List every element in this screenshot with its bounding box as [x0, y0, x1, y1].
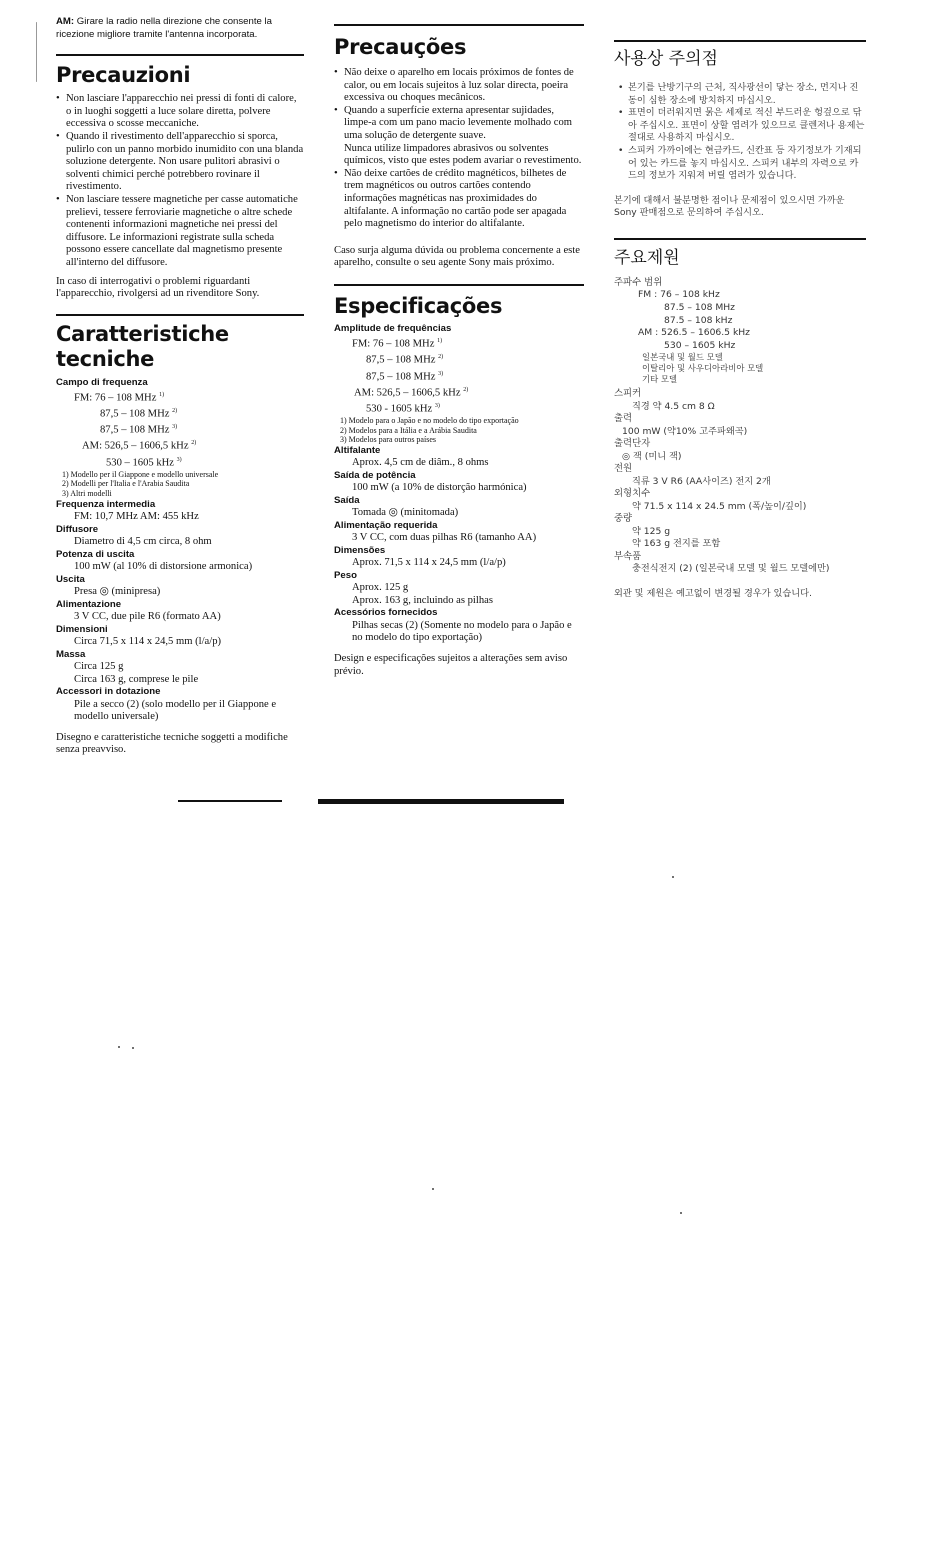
- footnote: 이탈리아 및 사우디아라비아 모델: [642, 363, 764, 374]
- spec-label: Peso: [334, 569, 357, 581]
- precautions-list-pt-2: [334, 168, 584, 231]
- spec-value: 100 mW (al 10% di distorsione armonica): [74, 560, 253, 572]
- specs-block-it: [56, 377, 304, 724]
- bottom-rule-left: [178, 800, 282, 802]
- section-rule: [334, 284, 584, 286]
- bottom-rule-center: [318, 799, 564, 804]
- scan-speck: [432, 1188, 434, 1190]
- spec-label: Alimentação requerida: [334, 519, 438, 531]
- portuguese-column: [334, 0, 584, 678]
- precautions-list-pt: [334, 67, 584, 143]
- spec-value: 약 125 g: [632, 525, 671, 537]
- footnote: 3) Modelos para outros países: [340, 435, 436, 445]
- spec-value: 530 – 1605 kHz: [664, 339, 736, 351]
- footnote: 1) Modelo para o Japão e no modelo do tipo exportação: [340, 415, 519, 425]
- list-item: • Quando il rivestimento dell'apparecchio si sporca, pulirlo con un panno morbido inumidito con una blanda soluzione detergente. Non usare pulitori abrasivi o solventi chimici perché potrebbero rovinare il rivestimento.: [56, 131, 304, 194]
- section-rule: [614, 40, 866, 42]
- section-rule: [614, 238, 866, 240]
- spec-label: Campo di frequenza: [56, 376, 148, 388]
- footnote: 일본국내 및 월드 모델: [642, 352, 723, 363]
- specs-block-pt: [334, 323, 584, 645]
- spec-value: Tomada ◎ (minitomada): [352, 507, 459, 519]
- precautions-title-it: Precauzioni: [56, 63, 191, 88]
- spec-value: 87,5 – 108 MHz $^{2)}$: [100, 408, 178, 420]
- list-item: • Não deixe o aparelho em locais próximos de fontes de calor, ou em locais sujeitos à luz solar directa, poeira excessiva ou choques mecânicos.: [334, 67, 584, 105]
- footnote: 2) Modelos para a Itália e a Arábia Saudita: [340, 425, 477, 435]
- spec-label: 출력단자: [614, 438, 651, 450]
- specs-footer-it: Disegno e caratteristiche tecniche soggetti a modifiche senza preavviso.: [56, 731, 288, 756]
- scan-speck: [118, 1046, 120, 1048]
- spec-label: Saída de potência: [334, 469, 416, 481]
- am-note-text: Girare la radio nella direzione che consente la ricezione migliore tramite l'antenna incorporata.: [56, 16, 272, 40]
- list-item: • Quando a superfície externa apresentar sujidades, limpe-a com um pano macio levemente molhado com uma solução de detergente suave.: [334, 105, 584, 143]
- precautions-title-pt: Precauções: [334, 35, 467, 59]
- specs-title-line-2: tecniche: [56, 346, 155, 371]
- spec-value: 3 V CC, com duas pilhas R6 (tamanho AA): [352, 532, 537, 544]
- spec-value: 87.5 – 108 MHz: [664, 301, 736, 313]
- spec-value: Aprox. 4,5 cm de diâm., 8 ohms: [352, 457, 489, 469]
- spec-value: ◎ 잭 (미니 잭): [622, 450, 682, 462]
- spec-value: 직경 약 4.5 cm 8 Ω: [632, 400, 715, 412]
- list-item: • 스피커 가까이에는 현금카드, 신칸표 등 자기정보가 기재되어 있는 카드를 놓지 마십시오. 스피커 내부의 자력으로 카드의 정보가 지워져 버릴 염려가 있습니다.: [618, 145, 866, 183]
- scan-speck: [672, 876, 674, 878]
- spec-value: FM: 10,7 MHz AM: 455 kHz: [74, 510, 199, 522]
- spec-label: Diffusore: [56, 523, 99, 535]
- scan-speck: [680, 1212, 682, 1214]
- scan-speck: [132, 1047, 134, 1049]
- spec-label: Accessori in dotazione: [56, 686, 161, 698]
- spec-value: FM : 76 – 108 kHz: [638, 289, 720, 301]
- spec-label: 출력: [614, 413, 633, 425]
- specs-title-pt: Especificações: [334, 293, 503, 318]
- list-item: • 표면이 더러워지면 묽은 세제로 적신 부드러운 헝겊으로 닦아 주십시오. 표면이 상할 염려가 있으므로 클렌저나 용제는 절대로 사용하지 마십시오.: [618, 107, 866, 145]
- spec-value: AM : 526.5 – 1606.5 kHz: [638, 327, 751, 339]
- list-item: • Não deixe cartões de crédito magnéticos, bilhetes de trem magnéticos ou outros cartões contendo informações magnéticas nas proximidades do altifalante. A informação no cartão pode ser apagada pelo magnetismo do interior do altifalante.: [334, 168, 584, 231]
- list-item: • Non lasciare l'apparecchio nei pressi di fonti di calore, o in luoghi soggetti a luce solare diretta, polvere eccessiva o scosse meccaniche.: [56, 93, 304, 131]
- section-rule: [56, 314, 304, 316]
- spec-value: Diametro di 4,5 cm circa, 8 ohm: [74, 535, 212, 547]
- spec-value: 87,5 – 108 MHz $^{3)}$: [100, 424, 178, 436]
- specs-title-line-1: Caratteristiche: [56, 321, 229, 346]
- spec-label: 외형치수: [614, 488, 651, 500]
- spec-value: 약 71.5 x 114 x 24.5 mm (폭/높이/깊이): [632, 500, 807, 512]
- scan-mark: [36, 22, 37, 82]
- spec-value: 직류 3 V R6 (AA사이즈) 전지 2개: [632, 475, 771, 487]
- spec-value: Aprox. 163 g, incluindo as pilhas: [352, 594, 493, 606]
- specs-footer-pt: Design e especificações sujeitos a alterações sem aviso prévio.: [334, 652, 568, 677]
- spec-label: Saída: [334, 494, 360, 506]
- spec-value: 약 163 g 전지를 포함: [632, 538, 721, 550]
- spec-value: 3 V CC, due pile R6 (formato AA): [74, 610, 221, 622]
- spec-label: Amplitude de frequências: [334, 322, 452, 334]
- spec-label: Dimensioni: [56, 623, 108, 635]
- specs-title-it: [56, 322, 304, 372]
- spec-label: 중량: [614, 513, 633, 525]
- spec-value: Aprox. 125 g: [352, 582, 409, 594]
- spec-value: 87,5 – 108 MHz $^{2)}$: [366, 354, 444, 366]
- spec-label: Acessórios fornecidos: [334, 607, 438, 619]
- precautions-footer-pt: Caso surja alguma dúvida ou problema concernente a este aparelho, consulte o seu agente Sony mais próximo.: [334, 244, 580, 269]
- spec-value: 충전식전지 (2) (일본국내 모델 및 월드 모델에만): [632, 563, 830, 575]
- spec-value: 530 - 1605 kHz $^{3)}$: [366, 402, 440, 415]
- spec-label: 스피커: [614, 388, 642, 400]
- spec-label: 주파수 범위: [614, 276, 663, 288]
- specs-block-ko: [614, 277, 866, 576]
- spec-value: 530 – 1605 kHz $^{3)}$: [106, 456, 182, 469]
- section-rule: [334, 24, 584, 26]
- spec-label: 전원: [614, 463, 633, 475]
- spec-label: Uscita: [56, 573, 85, 585]
- specs-footer-ko: 외관 및 제원은 예고없이 변경될 경우가 있습니다.: [614, 587, 812, 599]
- footnote: 기타 모델: [642, 374, 678, 385]
- am-note: [56, 16, 304, 41]
- list-item: • Non lasciare tessere magnetiche per casse automatiche prelievi, tessere ferroviarie magnetiche o altre schede contenenti informazioni magnetiche nei pressi del diffusore. Le informazioni registrate sulla scheda possono essere cancellate dal magnetismo presente all'interno del diffusore.: [56, 194, 304, 270]
- precautions-subnote-pt: Nunca utilize limpadores abrasivos ou solventes químicos, visto que estes podem avariar o revestimento.: [344, 142, 582, 167]
- specs-title-ko: 주요제원: [614, 247, 680, 268]
- precautions-footer-it: In caso di interrogativi o problemi riguardanti l'apparecchio, rivolgersi ad un rivenditore Sony.: [56, 275, 260, 300]
- spec-value: Presa ◎ (minipresa): [74, 585, 161, 597]
- spec-value: Circa 71,5 x 114 x 24,5 mm (l/a/p): [74, 635, 222, 647]
- spec-value: 87.5 – 108 kHz: [664, 314, 733, 326]
- spec-value: Circa 125 g: [74, 660, 124, 672]
- spec-label: Potenza di uscita: [56, 548, 135, 560]
- spec-value: Pilhas secas (2) (Somente no modelo para o Japão e no modelo do tipo exportação): [352, 619, 572, 644]
- spec-value: AM: 526,5 – 1606,5 kHz $^{2)}$: [82, 440, 197, 452]
- spec-value: Pile a secco (2) (solo modello per il Giappone e modello universale): [74, 698, 277, 723]
- spec-label: Altifalante: [334, 444, 381, 456]
- spec-value: 100 mW (a 10% de distorção harmónica): [352, 482, 527, 494]
- italian-column: [56, 0, 304, 757]
- spec-value: AM: 526,5 – 1606,5 kHz $^{2)}$: [354, 386, 469, 399]
- precautions-list-ko: [614, 82, 866, 183]
- section-rule: [56, 54, 304, 56]
- spec-label: Alimentazione: [56, 598, 122, 610]
- precautions-title-ko: 사용상 주의점: [614, 49, 718, 69]
- spec-value: Circa 163 g, comprese le pile: [74, 673, 199, 685]
- korean-column: [614, 0, 866, 601]
- spec-label: Massa: [56, 648, 86, 660]
- list-item: • 본기를 난방기구의 근처, 직사광선이 닿는 장소, 먼지나 진동이 심한 장소에 방치하지 마십시오.: [618, 82, 866, 107]
- footnote: 2) Modelli per l'Italia e l'Arabia Saudita: [62, 479, 190, 489]
- spec-label: Frequenza intermedia: [56, 498, 156, 510]
- spec-value: 87,5 – 108 MHz $^{3)}$: [366, 370, 444, 383]
- spec-value: Aprox. 71,5 x 114 x 24,5 mm (l/a/p): [352, 557, 506, 569]
- precautions-list-it: [56, 93, 304, 269]
- footnote: 3) Altri modelli: [62, 488, 112, 498]
- spec-label: Dimensões: [334, 544, 386, 556]
- spec-value: 100 mW (약10% 고주파왜곡): [622, 425, 748, 437]
- spec-value: FM: 76 – 108 MHz $^{1)}$: [74, 392, 165, 404]
- footnote: 1) Modello per il Giappone e modello universale: [62, 469, 219, 479]
- precautions-footer-ko: 본기에 대해서 불분명한 점이나 문제점이 있으시면 가까운 Sony 판매점으로 문의하여 주십시오.: [614, 194, 845, 219]
- am-note-label: AM:: [56, 16, 75, 27]
- spec-label: 부속품: [614, 550, 642, 562]
- spec-value: FM: 76 – 108 MHz $^{1)}$: [352, 338, 443, 350]
